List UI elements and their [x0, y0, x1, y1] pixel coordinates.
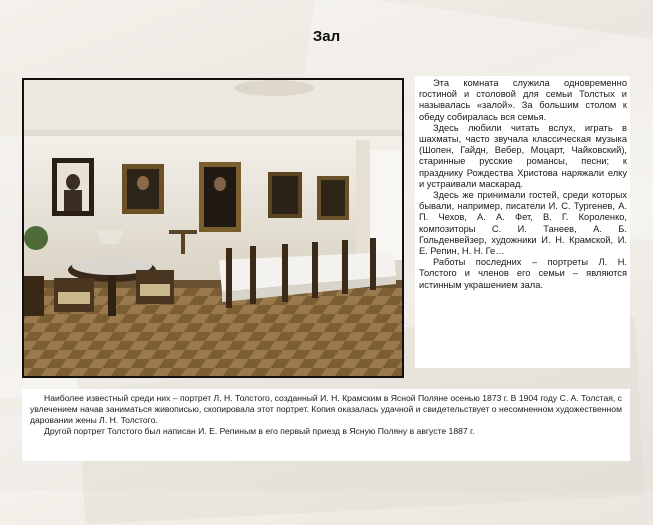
paragraph: Наиболее известный среди них – портрет Л. Н. Толстого, созданный И. Н. Крамским в Ясной Поляне осенью 1873 г. В 1904 году С. А. Толстая, с увлечением начав заниматься живописью, скопировала этот портрет. Копия оказалась удачной и свидетельствует о несомненном художественном даровании жены Л. Н. Толстого. — [30, 393, 622, 425]
paragraph: Здесь любили читать вслух, играть в шахматы, часто звучала классическая музыка (Шопен, Гайдн, Вебер, Моцарт, Чайковский), старинные русские романсы, песни; к празднику Рождества Христова наряжали елку и устраивали маскарад. — [419, 122, 627, 189]
description-side-panel — [415, 76, 630, 368]
paragraph: Здесь же принимали гостей, среди которых бывали, например, писатели И. С. Тургенев, А. П. Чехов, А. А. Фет, В. Г. Короленко, композиторы С. И. Танеев, А. Б. Гольденвейзер, художники И. Н. Крамской, И. Е. Репин, Н. Н. Ге… — [419, 190, 627, 257]
plant — [24, 226, 48, 250]
cornice — [24, 130, 402, 136]
slide-title: Зал — [312, 28, 341, 45]
paragraph: Работы последних – портреты Л. Н. Толстого и членов его семьи – являются истинным украшением зала. — [419, 257, 627, 290]
candelabra — [169, 230, 197, 234]
paragraph: Другой портрет Толстого был написан И. Е. Репиным в его первый приезд в Ясную Поляну в августе 1887 г. — [44, 426, 475, 436]
hall-photo-illustration — [24, 80, 402, 376]
hall-interior-photo — [22, 78, 404, 378]
ceiling-rosette — [234, 80, 314, 96]
description-bottom-panel — [22, 389, 630, 461]
paragraph: Эта комната служила одновременно гостиной и столовой для семьи Толстых и называлась «залой». За большим столом к обеду собиралась вся семья. — [419, 78, 627, 122]
